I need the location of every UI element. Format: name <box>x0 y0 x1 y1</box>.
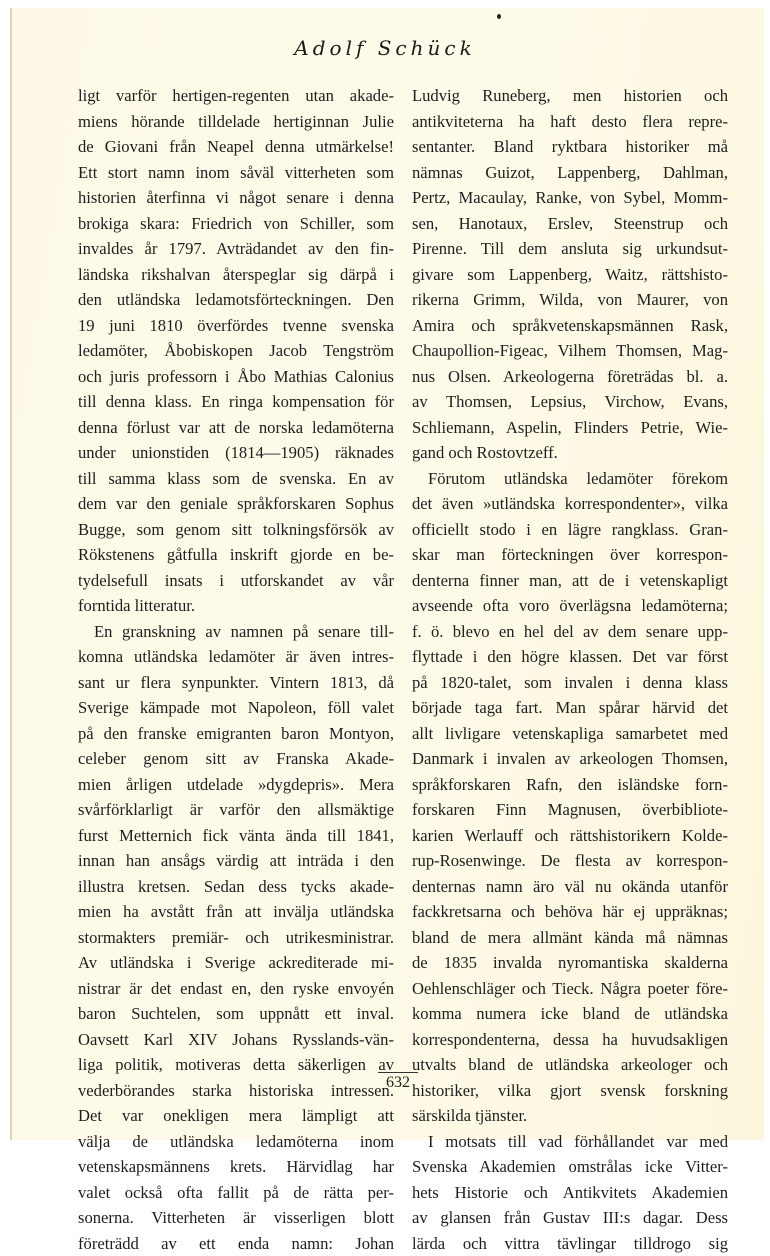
text-line: av glansen från Gustav III:s dagar. Dess <box>412 1205 728 1231</box>
text-line: vetenskapsmännens krets. Härvidlag har <box>78 1154 394 1180</box>
text-line: mien ha avstått från att invälja utländska <box>78 899 394 925</box>
text-line: Schliemann, Aspelin, Flinders Petrie, Wie- <box>412 415 728 441</box>
text-line: korrespondenterna, dessa ha huvudsakligen <box>412 1027 728 1053</box>
text-line: började taga fart. Man spårar härvid det <box>412 695 728 721</box>
ink-spot <box>497 14 501 19</box>
text-line: särskilda tjänster. <box>412 1103 728 1129</box>
text-line: till denna klass. En ringa kompensation för <box>78 389 394 415</box>
text-line: denterna finner man, att de i vetenskapligt <box>412 568 728 594</box>
text-line: av Thomsen, Lepsius, Virchow, Evans, <box>412 389 728 415</box>
text-line: givare som Lappenberg, Waitz, rättshisto- <box>412 262 728 288</box>
text-line: stormakters premiär- och utrikesministrar. <box>78 925 394 951</box>
text-line: och juris professorn i Åbo Mathias Calonius <box>78 364 394 390</box>
text-line: mien årligen utdelade »dygdepris». Mera <box>78 772 394 798</box>
text-line: företrädd av ett enda namn: Johan <box>78 1231 394 1256</box>
text-line: furst Metternich fick vänta ända till 1841, <box>78 823 394 849</box>
text-line: den utländska ledamotsförteckningen. Den <box>78 287 394 313</box>
text-line: Svenska Akademien omstrålas icke Vitter- <box>412 1154 728 1180</box>
text-line: under unionstiden (1814—1905) räknades <box>78 440 394 466</box>
text-line: det även »utländska korrespondenter», vilka <box>412 491 728 517</box>
text-line: ligt varför hertigen-regenten utan akade- <box>78 83 394 109</box>
text-line: välja de utländska ledamöterna inom <box>78 1129 394 1155</box>
text-line: celeber genom sitt av Franska Akade- <box>78 746 394 772</box>
text-line: karien Werlauff och rättshistorikern Kolde- <box>412 823 728 849</box>
text-line: forntida litteratur. <box>78 593 394 619</box>
text-line: Rökstenens gåtfulla inskrift gjorde en be- <box>78 542 394 568</box>
text-line: ledamöter, Åbobiskopen Jacob Tengström <box>78 338 394 364</box>
text-line: utvalts bland de utländska arkeologer och <box>412 1052 728 1078</box>
text-line: rikerna Grimm, Wilda, von Maurer, von <box>412 287 728 313</box>
text-line: komma numera icke bland de utländska <box>412 1001 728 1027</box>
text-line: allt livligare vetenskapliga samarbetet med <box>412 721 728 747</box>
text-line: tydelsefull insats i utforskandet av vår <box>78 568 394 594</box>
right-column <box>412 83 728 1256</box>
text-line: valet också ofta fallit på de rätta per- <box>78 1180 394 1206</box>
text-line: I motsats till vad förhållandet var med <box>412 1129 728 1155</box>
text-line: på 1820-talet, som invalen i denna klass <box>412 670 728 696</box>
text-line: denternas namn äro väl nu okända utanför <box>412 874 728 900</box>
text-line: skar man förteckningen över korrespon- <box>412 542 728 568</box>
page-number: 632 <box>378 1072 418 1092</box>
text-line: komna utländska ledamöter är även intres- <box>78 644 394 670</box>
text-line: Amira och språkvetenskapsmännen Rask, <box>412 313 728 339</box>
text-line: vederbörandes starka historiska intressen. <box>78 1078 394 1104</box>
text-line: baron Suchtelen, som uppnått ett inval. <box>78 1001 394 1027</box>
text-line: historien återfinna vi något senare i denna <box>78 185 394 211</box>
text-line: avseende ofta voro överlägsna ledamöterna; <box>412 593 728 619</box>
text-line: nistrar är det endast en, den ryske envoyén <box>78 976 394 1002</box>
text-line: brokiga skara: Friedrich von Schiller, som <box>78 211 394 237</box>
text-line: forskaren Finn Magnusen, överbibliote- <box>412 797 728 823</box>
text-line: Oavsett Karl XIV Johans Rysslands-vän- <box>78 1027 394 1053</box>
text-line: nus Olsen. Arkeologerna företrädas bl. a. <box>412 364 728 390</box>
text-line: Pertz, Macaulay, Ranke, von Sybel, Momm- <box>412 185 728 211</box>
text-line: fackkretsarna och behöva här ej uppräknas; <box>412 899 728 925</box>
text-line: lärda och vittra tävlingar tilldrogo sig <box>412 1231 728 1256</box>
text-line: Av utländska i Sverige ackrediterade mi- <box>78 950 394 976</box>
text-line: språkforskaren Rafn, den isländske forn- <box>412 772 728 798</box>
text-line: Oehlenschläger och Tieck. Några poeter före- <box>412 976 728 1002</box>
text-line: historiker, vilka gjort svensk forskning <box>412 1078 728 1104</box>
text-line: bland de mera allmänt kända må nämnas <box>412 925 728 951</box>
text-line: miens hörande tilldelade hertiginnan Julie <box>78 109 394 135</box>
text-line: till samma klass som de svenska. En av <box>78 466 394 492</box>
text-line: 19 juni 1810 överfördes tvenne svenska <box>78 313 394 339</box>
left-column <box>78 83 394 1256</box>
text-line: på den franske emigranten baron Montyon, <box>78 721 394 747</box>
text-line: antikviteterna ha haft desto flera repre- <box>412 109 728 135</box>
running-head: Adolf Schück <box>0 36 770 60</box>
text-line: Förutom utländska ledamöter förekom <box>412 466 728 492</box>
text-line: Pirenne. Till dem ansluta sig urkundsut- <box>412 236 728 262</box>
text-line: de Giovani från Neapel denna utmärkelse! <box>78 134 394 160</box>
text-line: innan han ansågs värdig att inträda i den <box>78 848 394 874</box>
text-line: dem var den geniale språkforskaren Sophus <box>78 491 394 517</box>
text-line: Sverige kämpade mot Napoleon, föll valet <box>78 695 394 721</box>
text-line: sentanter. Bland ryktbara historiker må <box>412 134 728 160</box>
text-line: invaldes år 1797. Avträdandet av den fin- <box>78 236 394 262</box>
text-line: ländska rikshalvan återspeglar sig därpå i <box>78 262 394 288</box>
text-line: sonerna. Vitterheten är visserligen blott <box>78 1205 394 1231</box>
text-line: sant ur flera synpunkter. Vintern 1813, då <box>78 670 394 696</box>
text-line: gand och Rostovtzeff. <box>412 440 728 466</box>
text-line: Danmark i invalen av arkeologen Thomsen, <box>412 746 728 772</box>
text-line: sen, Hanotaux, Erslev, Steenstrup och <box>412 211 728 237</box>
text-line: Chaupollion-Figeac, Vilhem Thomsen, Mag- <box>412 338 728 364</box>
text-line: rup-Rosenwinge. De flesta av korrespon- <box>412 848 728 874</box>
text-line: Bugge, som genom sitt tolkningsförsök av <box>78 517 394 543</box>
text-line: nämnas Guizot, Lappenberg, Dahlman, <box>412 160 728 186</box>
text-line: de 1835 invalda nyromantiska skalderna <box>412 950 728 976</box>
text-line: svårförklarligt är varför den allsmäktige <box>78 797 394 823</box>
text-line: flyttade i den högre klassen. Det var först <box>412 644 728 670</box>
text-line: liga politik, motiveras detta säkerligen av <box>78 1052 394 1078</box>
text-line: Ludvig Runeberg, men historien och <box>412 83 728 109</box>
text-line: Ett stort namn inom såväl vitterheten som <box>78 160 394 186</box>
text-line: En granskning av namnen på senare till- <box>78 619 394 645</box>
text-line: f. ö. blevo en hel del av dem senare upp- <box>412 619 728 645</box>
text-line: illustra kretsen. Sedan dess tycks akade- <box>78 874 394 900</box>
text-line: hets Historie och Antikvitets Akademien <box>412 1180 728 1206</box>
text-line: denna förlust var att de norska ledamöterna <box>78 415 394 441</box>
text-line: Det var onekligen mera lämpligt att <box>78 1103 394 1129</box>
text-line: officiellt stodo i en lägre rangklass. Gran- <box>412 517 728 543</box>
